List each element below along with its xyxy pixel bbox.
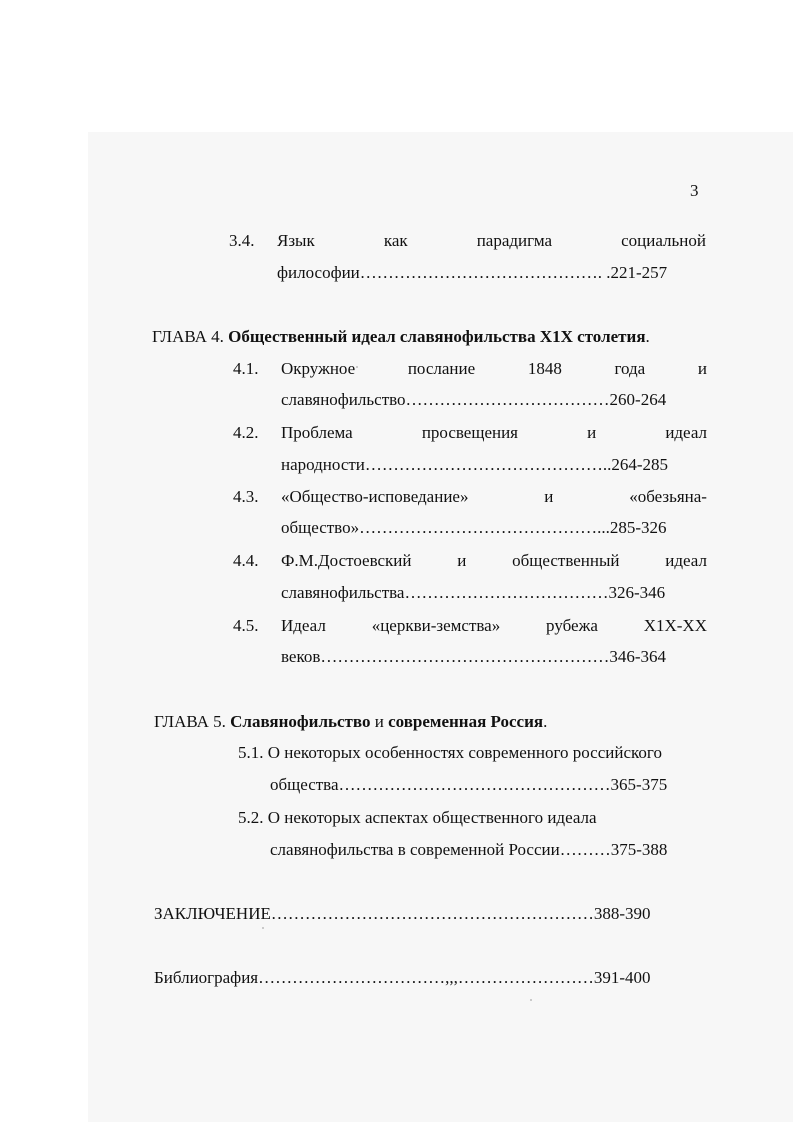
chapter-title: современная Россия [388, 712, 544, 731]
chapter-connector: и [370, 712, 389, 731]
toc-entry-continuation: веков……………………………………………346-364 [281, 647, 667, 666]
toc-word: Ф.М.Достоевский [281, 551, 412, 570]
section-number: 4.4. [233, 551, 259, 570]
toc-word: 1848 [527, 359, 562, 378]
scan-speck [530, 999, 532, 1001]
chapter-prefix: ГЛАВА 4. [152, 327, 224, 346]
toc-word: Идеал [281, 616, 326, 635]
toc-line [277, 231, 706, 251]
toc-word: и [544, 487, 554, 506]
toc-entry-continuation: славянофильство………………………………260-264 [281, 390, 667, 409]
toc-bibliography: Библиография……………………………,,,……………………391-400 [154, 968, 651, 987]
toc-word: идеал [665, 551, 707, 570]
toc-entry-continuation: славянофильства………………………………326-346 [281, 583, 666, 602]
toc-word: социальной [621, 231, 706, 250]
section-number: 4.1. [233, 359, 259, 378]
toc-line [281, 423, 707, 443]
toc-entry-continuation: общества…………………………………………365-375 [270, 775, 668, 794]
toc-line [281, 616, 707, 636]
toc-word: Окружное [281, 359, 356, 378]
toc-line [281, 359, 707, 379]
page-number: 3 [690, 181, 699, 200]
chapter-suffix: . [543, 712, 548, 731]
section-number: 4.2. [233, 423, 259, 442]
section-number: 4.5. [233, 616, 259, 635]
toc-line [281, 487, 707, 507]
chapter-title: Славянофильство [230, 712, 371, 731]
toc-word: и [587, 423, 597, 442]
toc-word: года [614, 359, 646, 378]
toc-word: парадигма [476, 231, 553, 250]
toc-word: рубежа [546, 616, 598, 635]
toc-entry-continuation: народности……………………………………..264-285 [281, 455, 669, 474]
chapter-prefix: ГЛАВА 5. [154, 712, 226, 731]
scan-speck [262, 927, 264, 929]
toc-word: и [457, 551, 467, 570]
toc-word: просвещения [421, 423, 519, 442]
toc-word: Проблема [281, 423, 353, 442]
toc-word: «Общество-исповедание» [281, 487, 469, 506]
section-number: 3.4. [229, 231, 255, 250]
toc-word: и [697, 359, 707, 378]
toc-word: Х1Х-ХХ [643, 616, 707, 635]
toc-entry-continuation: общество»……………………………………...285-326 [281, 518, 667, 537]
toc-word: Язык [277, 231, 315, 250]
section-number: 4.3. [233, 487, 259, 506]
toc-entry: 5.1. О некоторых особенностях современного российского [238, 743, 662, 762]
toc-entry-continuation: философии……………………………………. .221-257 [277, 263, 668, 282]
toc-entry-continuation: славянофильства в современной России………375-388 [270, 840, 668, 859]
chapter-4-heading [152, 327, 650, 347]
toc-word: общественный [512, 551, 620, 570]
chapter-title: Общественный идеал славянофильства Х1Х столетия [228, 327, 646, 346]
toc-word: «церкви-земства» [371, 616, 501, 635]
toc-word: «обезьяна- [629, 487, 707, 506]
toc-word: послание [407, 359, 476, 378]
toc-line [281, 551, 707, 571]
toc-word: как [383, 231, 408, 250]
toc-conclusion: ЗАКЛЮЧЕНИЕ…………………………………………………388-390 [154, 904, 651, 923]
toc-entry: 5.2. О некоторых аспектах общественного идеала [238, 808, 597, 827]
chapter-5-heading [154, 712, 547, 732]
toc-word: идеал [665, 423, 707, 442]
chapter-suffix: . [645, 327, 650, 346]
